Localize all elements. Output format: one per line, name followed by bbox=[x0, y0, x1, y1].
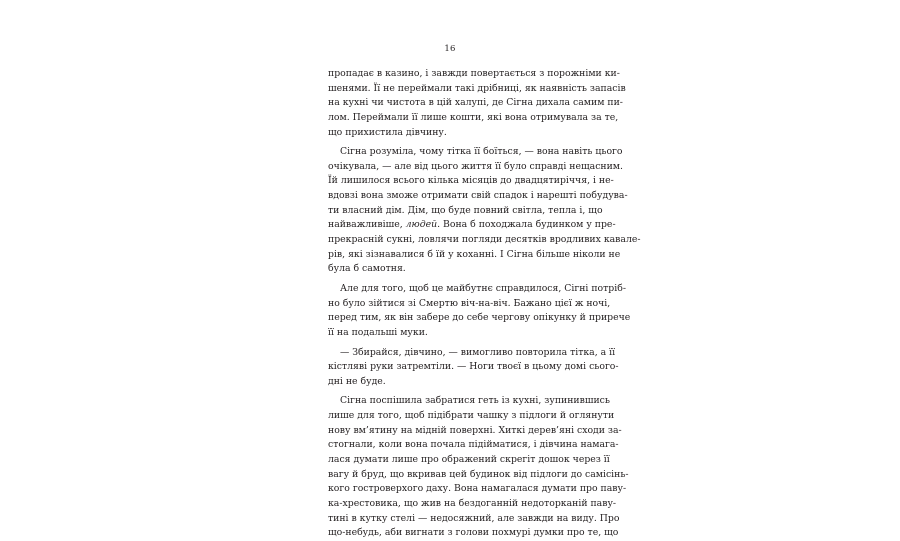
text-line: перед тим, як він забере до себе чергову опікунку й прирече bbox=[328, 312, 631, 324]
text-line: дні не буде. bbox=[328, 375, 386, 387]
paragraph-1 bbox=[328, 67, 626, 140]
text-line: вагу й бруд, що вкривав цей будинок від підлоги до самісінь- bbox=[328, 468, 629, 480]
text-line: Сігна поспішила забратися геть із кухні, зупинившись bbox=[340, 395, 610, 407]
text-line: Але для того, щоб це майбутнє справдилося, Сігні потріб- bbox=[340, 282, 626, 294]
text-line: прекрасній сукні, ловлячи погляди десятків вродливих кавале- bbox=[328, 234, 641, 246]
italic-word: людей bbox=[405, 219, 438, 231]
text-line: но було зійтися зі Смертю віч-на-віч. Бажано цієї ж ночі, bbox=[328, 297, 611, 309]
text-line: — Збирайся, дівчино, — вимогливо повторила тітка, а її bbox=[340, 346, 616, 358]
paragraph-4 bbox=[328, 346, 619, 390]
page-number: 16 bbox=[444, 44, 456, 54]
text-line: стогнали, коли вона почала підійматися, і дівчина намага- bbox=[328, 439, 619, 451]
text-line: шенями. Її не переймали такі дрібниці, як наявність запасів bbox=[328, 82, 626, 94]
text-line: кого гостроверхого даху. Вона намагалася думати про паву- bbox=[328, 483, 627, 495]
text-line: ти власний дім. Дім, що буде повний світла, тепла і, що bbox=[328, 204, 603, 216]
text-line: нову вм’ятину на мідній поверхні. Хиткі дерев’яні сходи за- bbox=[328, 424, 622, 436]
text-line: на кухні чи чистота в цій халупі, де Сігна дихала самим пи- bbox=[328, 97, 623, 109]
text-segment: . Вона б походжала будинком у пре- bbox=[437, 219, 616, 231]
paragraph-5 bbox=[328, 394, 629, 540]
text-segment: найважливіше, bbox=[328, 219, 406, 231]
text-line: тині в кутку стелі — недосяжний, але завжди на виду. Про bbox=[328, 512, 620, 524]
text-line: кістляві руки затремтіли. — Ноги твоєї в цьому домі сього- bbox=[328, 361, 619, 373]
paragraph-2 bbox=[328, 145, 641, 277]
text-line: Сігна розуміла, чому тітка її боїться, — вона навіть цього bbox=[340, 146, 623, 158]
text-line: лом. Переймали її лише кошти, які вона отримувала за те, bbox=[328, 111, 619, 123]
text-line: вдовзі вона зможе отримати свій спадок і нарешті побудува- bbox=[328, 190, 628, 202]
paragraph-3 bbox=[328, 282, 631, 341]
text-line: лася думати лише про ображений скрегіт дошок через її bbox=[328, 454, 610, 466]
text-line: її на подальші муки. bbox=[328, 326, 428, 338]
text-line-with-italic bbox=[328, 218, 616, 233]
text-line: була б самотня. bbox=[328, 263, 406, 275]
text-line: пропадає в казино, і завжди повертається з порожніми ки- bbox=[328, 68, 620, 79]
text-line: лише для того, щоб підібрати чашку з підлоги й оглянути bbox=[328, 410, 615, 422]
text-line: ка-хрестовика, що жив на бездоганній недоторканій паву- bbox=[328, 497, 617, 509]
text-line: що прихистила дівчину. bbox=[328, 126, 447, 138]
body-text bbox=[328, 67, 641, 541]
text-line: Їй лишилося всього кілька місяців до двадцятиріччя, і не- bbox=[328, 175, 614, 187]
text-line: що-небудь, аби вигнати з голови похмурі думки про те, що bbox=[328, 527, 619, 539]
text-line: рів, які зізнавалися б їй у коханні. І Сігна більше ніколи не bbox=[328, 248, 621, 260]
text-line: очікувала, — але від цього життя її було справді нещасним. bbox=[328, 160, 623, 172]
